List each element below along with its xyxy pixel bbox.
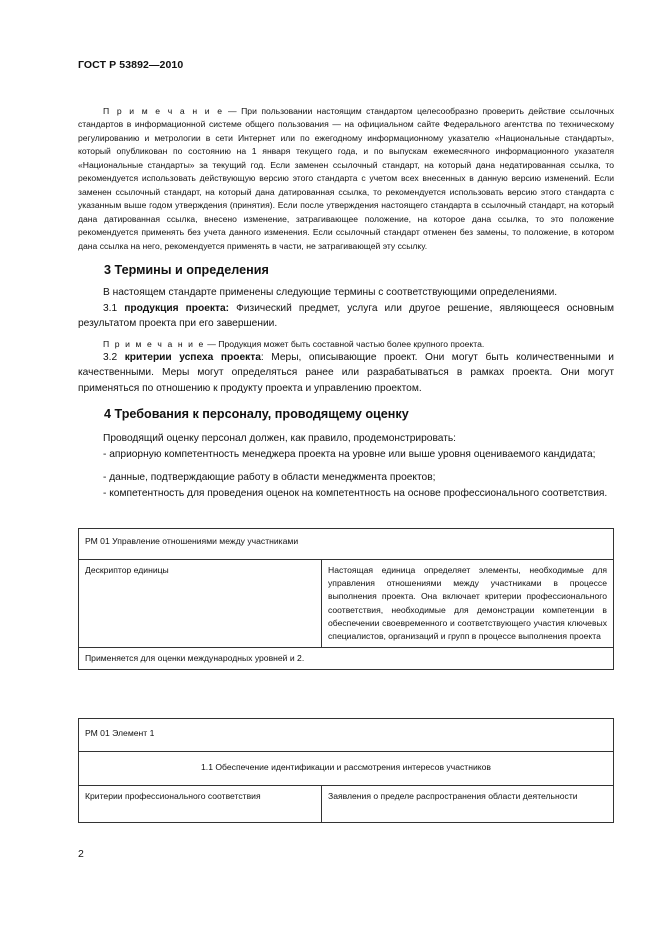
section-4-title: 4 Требования к персоналу, проводящему оценку [104,407,409,421]
requirement-item-2: - данные, подтверждающие работу в области менеджмента проектов; [103,472,436,483]
term-3-2-name: критерии успеха проекта [124,352,261,363]
table1-header: РМ 01 Управление отношениями между участниками [85,536,299,546]
competence-criteria-label: Критерии профессионального соответствия [85,791,261,801]
term-3-1 [78,301,614,332]
page-number: 2 [78,848,84,860]
term-note-text: — Продукция может быть составной частью более крупного проекта. [204,339,485,349]
note-text: — При пользовании настоящим стандартом целесообразно проверить действие ссылочных стандартов в информационной системе общего пользования — на официальном сайте Федерального агентства по техническому регулированию и метрологии в сети Интернет или по ежегодному информационному указателю «Национальные стандарты», который опубликован по состоянию на 1 января текущего года, и по выпускам ежемесячного информационного указателя «Национальные стандарты» за текущий год. Если заменен ссылочный стандарт, на который дана недатированная ссылка, то рекомендуется использовать действующую версию этого стандарта с учетом всех внесенных в данную версию изменений. Если заменен ссылочный стандарт, на который дана датированная ссылка, то рекомендуется использовать версию этого стандарта с указанным выше годом утверждения (принятия). Если после утверждения настоящего стандарта в ссылочный стандарт, на который дана датированная ссылка, внесено изменение, затрагивающее положение, на которое дана ссылка, то это положение рекомендуется применять без учета данного изменения. Если ссылочный стандарт отменен без замены, то положение, в котором дана ссылка на него, рекомендуется применять в части, не затрагивающей эту ссылку. [78,106,615,251]
table1-right-cell [322,560,614,648]
term-3-2-number: 3.2 [103,352,125,363]
section-4-intro: Проводящий оценку персонал должен, как правило, продемонстрировать: [103,433,457,444]
requirement-item-1: - априорную компетентность менеджера проекта на уровне или выше уровня оцениваемого кандидата; [103,449,596,460]
table1-header-cell [79,529,614,560]
section-3-title: 3 Термины и определения [104,263,269,277]
term-3-2-definition: : Меры, описывающие проект. Они могут быть количественными и качественными. Меры могут определяться ранее или разрабатываться в рамках проекта. Они могут применяться по отношению к продукту проекта и управлению проектом. [78,352,615,394]
term-3-1-definition: Физический предмет, услуга или другое решение, являющееся основным результатом проекта при его завершении. [78,303,614,330]
note-label: П р и м е ч а н и е [103,106,224,116]
term-3-1-name: продукция проекта: [124,303,230,314]
table2-left-cell [79,786,322,823]
section-3-intro: В настоящем стандарте применены следующие термины с соответствующими определениями. [103,287,558,298]
table1-footer: Применяется для оценки международных уровней и 2. [85,653,305,664]
table2-right-cell [322,786,614,823]
table1-footer-cell [79,648,614,670]
table2-subheader-cell [79,752,614,786]
requirement-item-3: - компетентность для проведения оценок на компетентность на основе профессионального соответствия. [103,488,608,499]
term-note-label: П р и м е ч а н и е [103,339,205,349]
unit-descriptor-text: Настоящая единица определяет элементы, необходимые для управления отношениями между участниками в процессе выполнения проекта. Она включает критерии профессионального соответствия, необходимые для демонстрации компетенции в обеспечении своевременного и соответствующего участия ключевых специалистов, организаций и групп в процессе выполнения проекта [328,565,607,642]
table1-left-cell [79,560,322,648]
term-3-2 [78,350,614,396]
term-3-1-number: 3.1 [103,303,125,314]
standard-code-header: ГОСТ Р 53892—2010 [78,59,184,71]
table2-header: РМ 01 Элемент 1 [85,728,155,738]
table2-header-cell [79,719,614,752]
unit-descriptor-label: Дескриптор единицы [85,565,169,575]
scope-statement-label: Заявления о пределе распространения области деятельности [328,791,578,801]
reference-note [78,105,614,253]
element-table [78,718,614,823]
table2-subheader: 1.1 Обеспечение идентификации и рассмотрения интересов участников [201,762,491,772]
unit-descriptor-table [78,528,614,670]
